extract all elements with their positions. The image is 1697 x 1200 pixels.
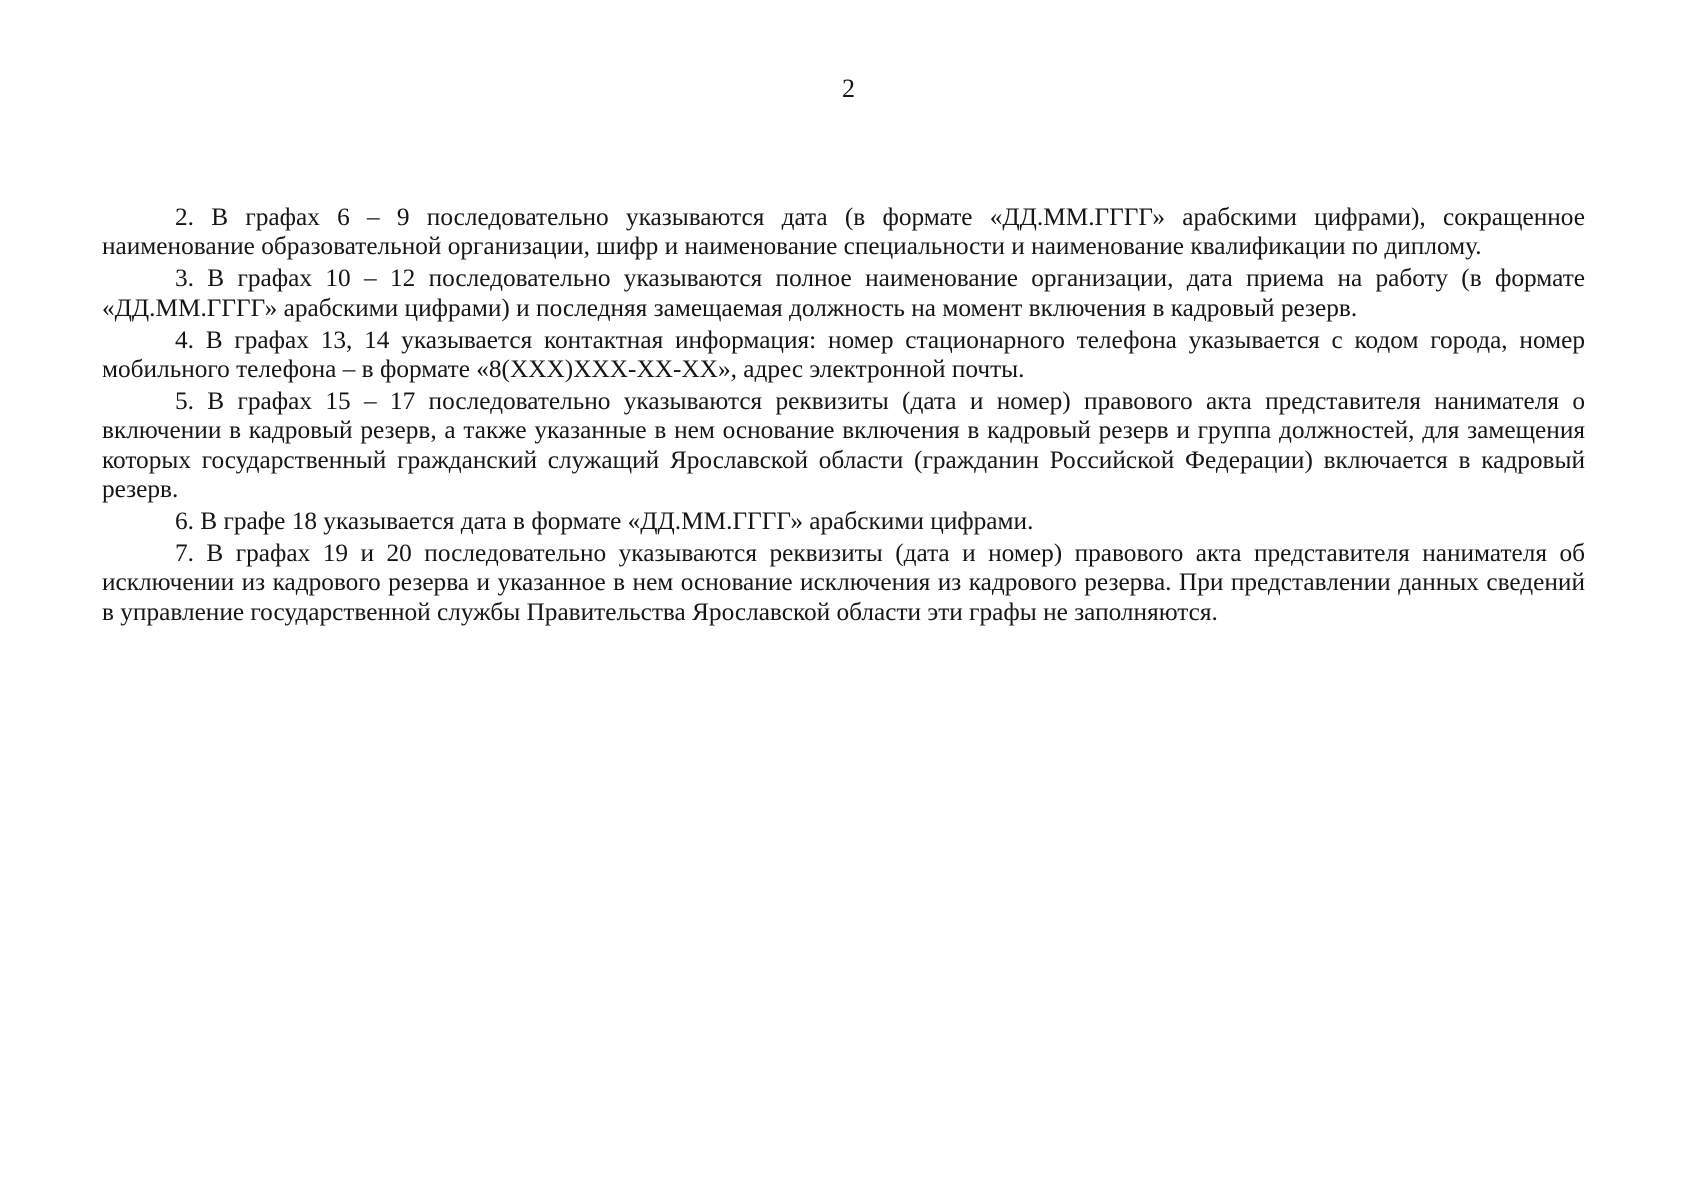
page-number: 2	[842, 74, 855, 103]
paragraph-5: 5. В графах 15 – 17 последовательно указываются реквизиты (дата и номер) правового акта представителя нанимателя о включении в кадровый резерв, а также указанные в нем основание включения в кадровый резерв и группа должностей, для замещения которых государственный гражданский служащий Ярославской области (гражданин Российской Федерации) включается в кадровый резерв.	[102, 387, 1585, 503]
paragraph-7: 7. В графах 19 и 20 последовательно указываются реквизиты (дата и номер) правового акта представителя нанимателя об исключении из кадрового резерва и указанное в нем основание исключения из кадрового резерва. При представлении данных сведений в управление государственной службы Правительства Ярославской области эти графы не заполняются.	[102, 539, 1585, 626]
paragraph-4: 4. В графах 13, 14 указывается контактная информация: номер стационарного телефона указывается с кодом города, номер мобильного телефона – в формате «8(XXX)XXX-XX-XX», адрес электронной почты.	[102, 325, 1585, 384]
paragraph-6: 6. В графе 18 указывается дата в формате «ДД.ММ.ГГГГ» арабскими цифрами.	[175, 507, 1034, 536]
paragraph-3: 3. В графах 10 – 12 последовательно указываются полное наименование организации, дата приема на работу (в формате «ДД.ММ.ГГГГ» арабскими цифрами) и последняя замещаемая должность на момент включения в кадровый резерв.	[102, 264, 1585, 322]
paragraph-2: 2. В графах 6 – 9 последовательно указываются дата (в формате «ДД.ММ.ГГГГ» арабскими цифрами), сокращенное наименование образовательной организации, шифр и наименование специальности и наименование квалификации по диплому.	[102, 203, 1585, 261]
document-body	[102, 203, 1585, 627]
